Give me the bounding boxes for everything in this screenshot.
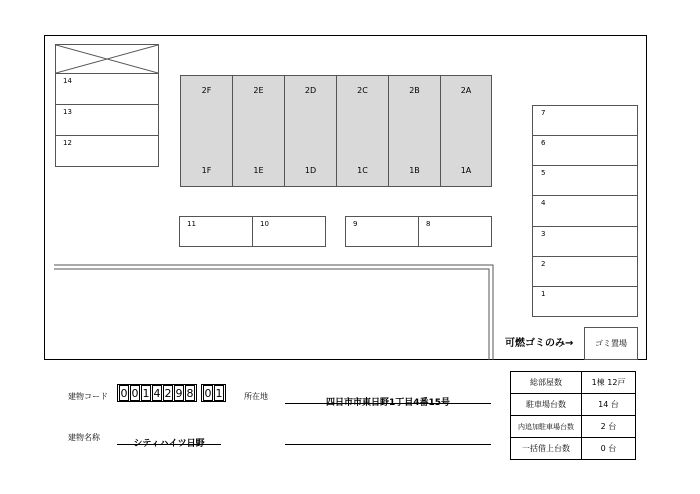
code-digit: 2 xyxy=(164,387,172,400)
blank-field xyxy=(285,431,491,445)
parking-space-number: 4 xyxy=(541,199,546,207)
code-digit: 1 xyxy=(215,387,223,400)
code-digit: 0 xyxy=(204,387,212,400)
parking-space-number: 12 xyxy=(63,139,72,147)
unit-label-upper: 2C xyxy=(357,86,368,95)
crossed-out-space xyxy=(55,44,159,74)
parking-space-14 xyxy=(55,73,159,105)
parking-space-number: 14 xyxy=(63,77,72,85)
unit-label-lower: 1A xyxy=(460,166,472,175)
building-unit-a xyxy=(440,75,492,187)
parking-space-5 xyxy=(532,165,638,196)
summary-label: 駐車場台数 xyxy=(511,394,582,416)
building-name-field xyxy=(117,431,221,449)
unit-label-upper: 2E xyxy=(253,86,264,95)
parking-space-9 xyxy=(345,216,419,247)
parking-space-10 xyxy=(252,216,326,247)
unit-label-upper: 2B xyxy=(409,86,420,95)
code-digit: 0 xyxy=(120,387,128,400)
summary-label: 総部屋数 xyxy=(511,372,582,394)
summary-value: 14 台 xyxy=(582,394,636,416)
parking-space-number: 13 xyxy=(63,108,72,116)
unit-label-lower: 1E xyxy=(253,166,264,175)
code-digit: 9 xyxy=(175,387,183,400)
parking-space-number: 2 xyxy=(541,260,546,268)
garbage-note: 可燃ゴミのみ→ xyxy=(505,338,574,349)
parking-space-number: 3 xyxy=(541,230,546,238)
building-unit-b xyxy=(388,75,441,187)
garbage-area-label: ゴミ置場 xyxy=(595,338,627,348)
building-unit-c xyxy=(336,75,389,187)
table-row xyxy=(511,438,636,460)
parking-space-13 xyxy=(55,104,159,136)
table-row xyxy=(511,372,636,394)
building-unit-d xyxy=(284,75,337,187)
parking-space-8 xyxy=(418,216,492,247)
parking-space-number: 11 xyxy=(187,220,196,228)
parking-space-7 xyxy=(532,105,638,136)
summary-label: 内追加駐車場台数 xyxy=(511,416,582,438)
parking-space-number: 10 xyxy=(260,220,269,228)
building-name-label: 建物名称 xyxy=(68,433,100,442)
summary-table xyxy=(510,371,636,460)
building-code-box xyxy=(117,384,197,402)
building-code-suffix-box xyxy=(201,384,226,402)
unit-label-upper: 2D xyxy=(304,86,317,95)
summary-value: 1棟 12戸 xyxy=(582,372,636,394)
parking-space-number: 6 xyxy=(541,139,546,147)
parking-space-3 xyxy=(532,226,638,257)
building-name-value: シティハイツ日野 xyxy=(133,439,205,449)
address-value: 四日市市東日野1丁目4番15号 xyxy=(325,398,451,408)
road-boundary xyxy=(44,262,504,360)
building-code-label: 建物コード xyxy=(68,392,108,401)
code-digit: 4 xyxy=(153,387,161,400)
parking-space-12 xyxy=(55,135,159,167)
summary-value: 0 台 xyxy=(582,438,636,460)
code-digit: 0 xyxy=(131,387,139,400)
unit-label-lower: 1C xyxy=(357,166,368,175)
unit-label-lower: 1B xyxy=(409,166,420,175)
unit-label-upper: 2F xyxy=(201,86,212,95)
parking-space-4 xyxy=(532,195,638,227)
table-row xyxy=(511,394,636,416)
parking-space-11 xyxy=(179,216,253,247)
building-unit-e xyxy=(232,75,285,187)
parking-space-number: 9 xyxy=(353,220,358,228)
parking-space-6 xyxy=(532,135,638,166)
code-digit: 8 xyxy=(186,387,194,400)
code-digit: 1 xyxy=(142,387,150,400)
address-field xyxy=(285,390,491,408)
unit-label-lower: 1F xyxy=(201,166,212,175)
parking-space-1 xyxy=(532,286,638,317)
garbage-area xyxy=(584,327,638,360)
address-label: 所在地 xyxy=(244,392,268,401)
unit-label-upper: 2A xyxy=(460,86,472,95)
parking-space-number: 7 xyxy=(541,109,546,117)
parking-space-number: 8 xyxy=(426,220,431,228)
parking-space-number: 5 xyxy=(541,169,546,177)
unit-label-lower: 1D xyxy=(304,166,317,175)
table-row xyxy=(511,416,636,438)
building-unit-f xyxy=(180,75,233,187)
summary-label: 一括借上台数 xyxy=(511,438,582,460)
summary-value: 2 台 xyxy=(582,416,636,438)
parking-space-number: 1 xyxy=(541,290,546,298)
parking-space-2 xyxy=(532,256,638,287)
cross-icon xyxy=(56,45,158,73)
